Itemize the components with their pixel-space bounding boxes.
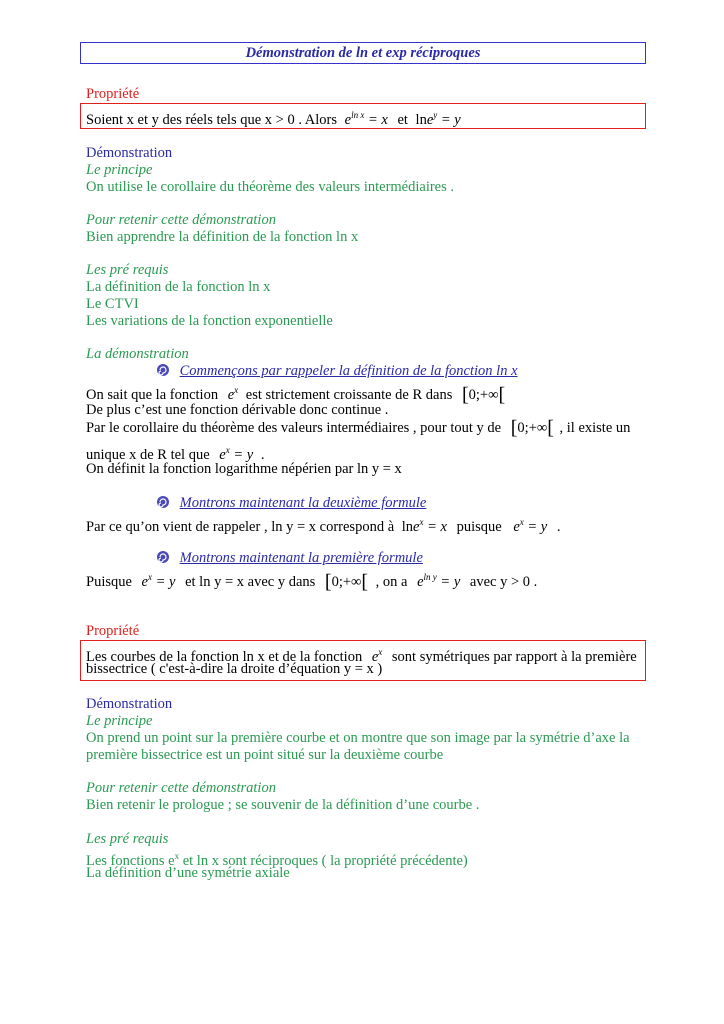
demo-heading-2: Démonstration (86, 696, 173, 712)
step2-heading-line (156, 495, 426, 512)
step1-line1: On sait que la fonction $e^x$ est strictement croissante de R dans [0;+∞[ (86, 383, 506, 406)
principe-text-1: On utilise le corollaire du théorème des valeurs intermédiaires . (86, 179, 455, 195)
prereq-heading-2: Les pré requis (86, 831, 169, 847)
step1-line3: Par le corollaire du théorème des valeurs intermédiaires , pour tout y de [0;+∞[ , il existe un (86, 417, 631, 439)
step1-line2: De plus c’est une fonction dérivable donc continue . (86, 402, 389, 418)
step2-line1: Par ce qu’on vient de rappeler , ln y = x correspond à lne$^x$ = x puisque $e^x = y$ . (86, 517, 561, 535)
step1-heading: Commençons par rappeler la définition de la fonction ln x (179, 363, 518, 379)
step2-heading: Montrons maintenant la deuxième formule (179, 495, 427, 511)
step3-line1: Puisque $e^x = y$ et ln y = x avec y dans [0;+∞[ , on a $e^{ln y} = y$ avec y > 0 . (86, 570, 538, 593)
spiral-bullet-icon (156, 495, 170, 509)
retenir-text-1: Bien apprendre la définition de la fonction ln x (86, 229, 359, 245)
principe-heading-1: Le principe (86, 162, 153, 178)
demo-heading-1: Démonstration (86, 145, 173, 161)
spiral-bullet-icon (156, 363, 170, 377)
retenir-heading-2: Pour retenir cette démonstration (86, 780, 276, 796)
principe-text-2-line2: première bissectrice est un point situé sur la deuxième courbe (86, 747, 444, 763)
step1-line5: On définit la fonction logarithme népérien par ln y = x (86, 461, 402, 477)
document-title: Démonstration de ln et exp réciproques (80, 42, 646, 64)
la-demo-heading: La démonstration (86, 346, 189, 362)
prereq-item: La définition de la fonction ln x (86, 279, 271, 295)
property-heading-1: Propriété (86, 86, 140, 102)
retenir-text-2: Bien retenir le prologue ; se souvenir de la définition d’une courbe . (86, 797, 480, 813)
prereq-2-line1: Les fonctions $e^x$ et ln x sont réciproques ( la propriété précédente) (86, 851, 468, 869)
principe-heading-2: Le principe (86, 713, 153, 729)
retenir-heading-1: Pour retenir cette démonstration (86, 212, 276, 228)
prereq-item: Le CTVI (86, 296, 139, 312)
property-statement-2-line2: bissectrice ( c'est-à-dire la droite d’équation y = x ) (86, 661, 383, 677)
property-statement-1: Soient x et y des réels tels que x > 0 . Alors $e^{ln x} = x$ et lne$^y$ = y (86, 110, 461, 128)
prereq-item: Les variations de la fonction exponentielle (86, 313, 333, 329)
prereq-heading-1: Les pré requis (86, 262, 169, 278)
property-heading-2: Propriété (86, 623, 140, 639)
prereq-2-line2: La définition d’une symétrie axiale (86, 865, 290, 881)
principe-text-2-line1: On prend un point sur la première courbe et on montre que son image par la symétrie d’axe la (86, 730, 630, 746)
step1-line4: unique x de R tel que $e^x = y$ . (86, 445, 265, 463)
step1-heading-line (156, 363, 518, 380)
property-statement-2-line1: Les courbes de la fonction ln x et de la fonction $e^x$ sont symétriques par rapport à la première (86, 647, 637, 665)
step3-heading: Montrons maintenant la première formule (179, 550, 423, 566)
step3-heading-line (156, 550, 423, 567)
spiral-bullet-icon (156, 550, 170, 564)
